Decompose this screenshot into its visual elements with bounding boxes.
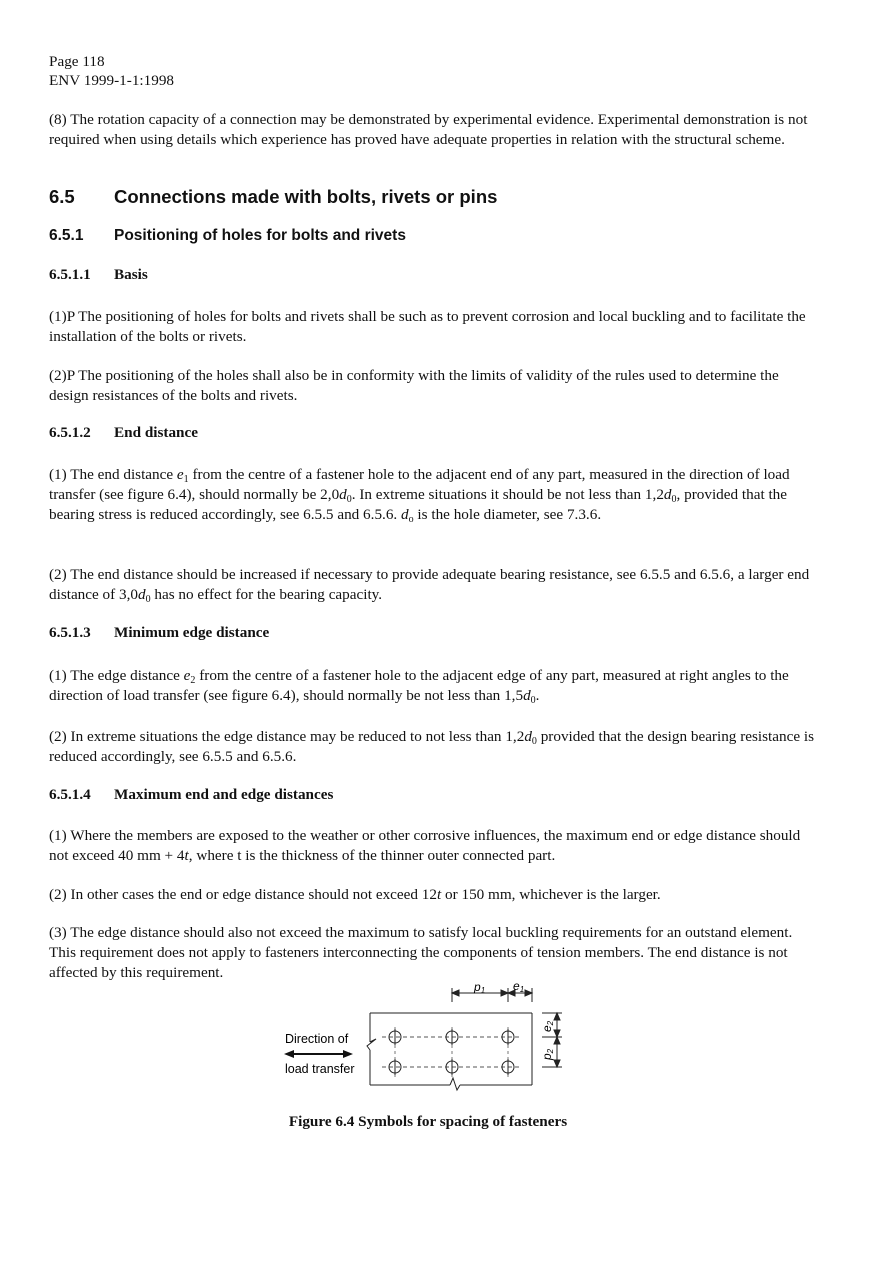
section-6-5-1-heading <box>49 227 406 245</box>
standard-id: ENV 1999-1-1:1998 <box>49 72 175 89</box>
direction-label-line1: Direction of <box>285 1032 349 1046</box>
section-number: 6.5.1.3 <box>49 624 91 641</box>
dim-p1-label: p1 <box>474 980 486 995</box>
section-6-5-heading <box>49 186 497 208</box>
section-6-5-1-2-heading <box>49 424 198 442</box>
dim-e1-label: e1 <box>513 980 525 994</box>
paragraph-6514-3: (3) The edge distance should also not exceed the maximum to satisfy local buckling requirements for an outstand element. This requirement does not apply to fasteners interconnecting the components of tension members. The end distance is not affected by this requirement. <box>49 924 793 981</box>
fastener-grid <box>382 1027 520 1077</box>
section-title: Positioning of holes for bolts and rivets <box>114 227 406 244</box>
paragraph-6511-1: (1)P The positioning of holes for bolts and rivets shall be such as to prevent corrosion and local buckling and to facilitate the installation of the bolts or rivets. <box>49 308 806 345</box>
paragraph-8: (8) The rotation capacity of a connection may be demonstrated by experimental evidence. Experimental demonstration is not required when using details which experience has proved have adequate properties in relation with the structural scheme. <box>49 111 808 148</box>
section-title: Maximum end and edge distances <box>114 786 334 803</box>
paragraph-6514-2: (2) In other cases the end or edge distance should not exceed 12t or 150 mm, whichever is the larger. <box>49 886 661 903</box>
section-number: 6.5 <box>49 186 75 207</box>
paragraph-6513-1: (1) The edge distance $e_2$ from the centre of a fastener hole to the adjacent edge of any part, measured at right angles to the direction of load transfer (see figure 6.4), should normally be not less than $1,5d_0$. <box>49 667 789 706</box>
fastener-spacing-figure <box>280 980 580 1105</box>
section-6-5-1-4-heading <box>49 786 333 804</box>
paragraph-6514-1: (1) Where the members are exposed to the weather or other corrosive influences, the maximum end or edge distance should not exceed 40 mm + 4t, where t is the thickness of the thinner outer connected part. <box>49 827 801 864</box>
paragraph-6513-2: (2) In extreme situations the edge distance may be reduced to not less than $1,2d_0$ provided that the design bearing resistance is reduced accordingly, see 6.5.5 and 6.5.6. <box>49 728 814 765</box>
plate-outline <box>367 1013 532 1090</box>
section-title: Basis <box>114 266 148 283</box>
section-6-5-1-3-heading <box>49 624 269 642</box>
direction-label-line2: load transfer <box>285 1062 355 1076</box>
paragraph-6512-2: (2) The end distance should be increased if necessary to provide adequate bearing resistance, see 6.5.5 and 6.5.6, a larger end distance of $3,0d_0$ has no effect for the bearing capacity. <box>49 566 810 605</box>
dim-p2-label: p2 <box>540 1048 555 1060</box>
page-number: Page 118 <box>49 53 105 70</box>
paragraph-6512-1: (1) The end distance $e_1$ from the centre of a fastener hole to the adjacent end of any part, measured in the direction of load transfer (see figure 6.4), should normally be $2,0d_0$. In extreme situations it should be not less than $1,2d_0$, provided that the bearing stress is reduced accordingly, see 6.5.5 and 6.5.6. $d_o$ is the hole diameter, see 7.3.6. <box>49 466 790 525</box>
figure-caption: Figure 6.4 Symbols for spacing of fasteners <box>288 1113 568 1130</box>
section-number: 6.5.1 <box>49 227 84 244</box>
section-title: End distance <box>114 424 198 441</box>
section-6-5-1-1-heading <box>49 266 148 284</box>
section-number: 6.5.1.4 <box>49 786 91 803</box>
load-direction-arrow <box>284 1050 353 1058</box>
paragraph-6511-2: (2)P The positioning of the holes shall also be in conformity with the limits of validity of the rules used to determine the design resistances of the bolts and rivets. <box>49 367 779 404</box>
section-title: Connections made with bolts, rivets or pins <box>114 186 498 207</box>
section-number: 6.5.1.1 <box>49 266 91 283</box>
dim-e2-label: e2 <box>540 1020 555 1032</box>
section-title: Minimum edge distance <box>114 624 270 641</box>
section-number: 6.5.1.2 <box>49 424 91 441</box>
